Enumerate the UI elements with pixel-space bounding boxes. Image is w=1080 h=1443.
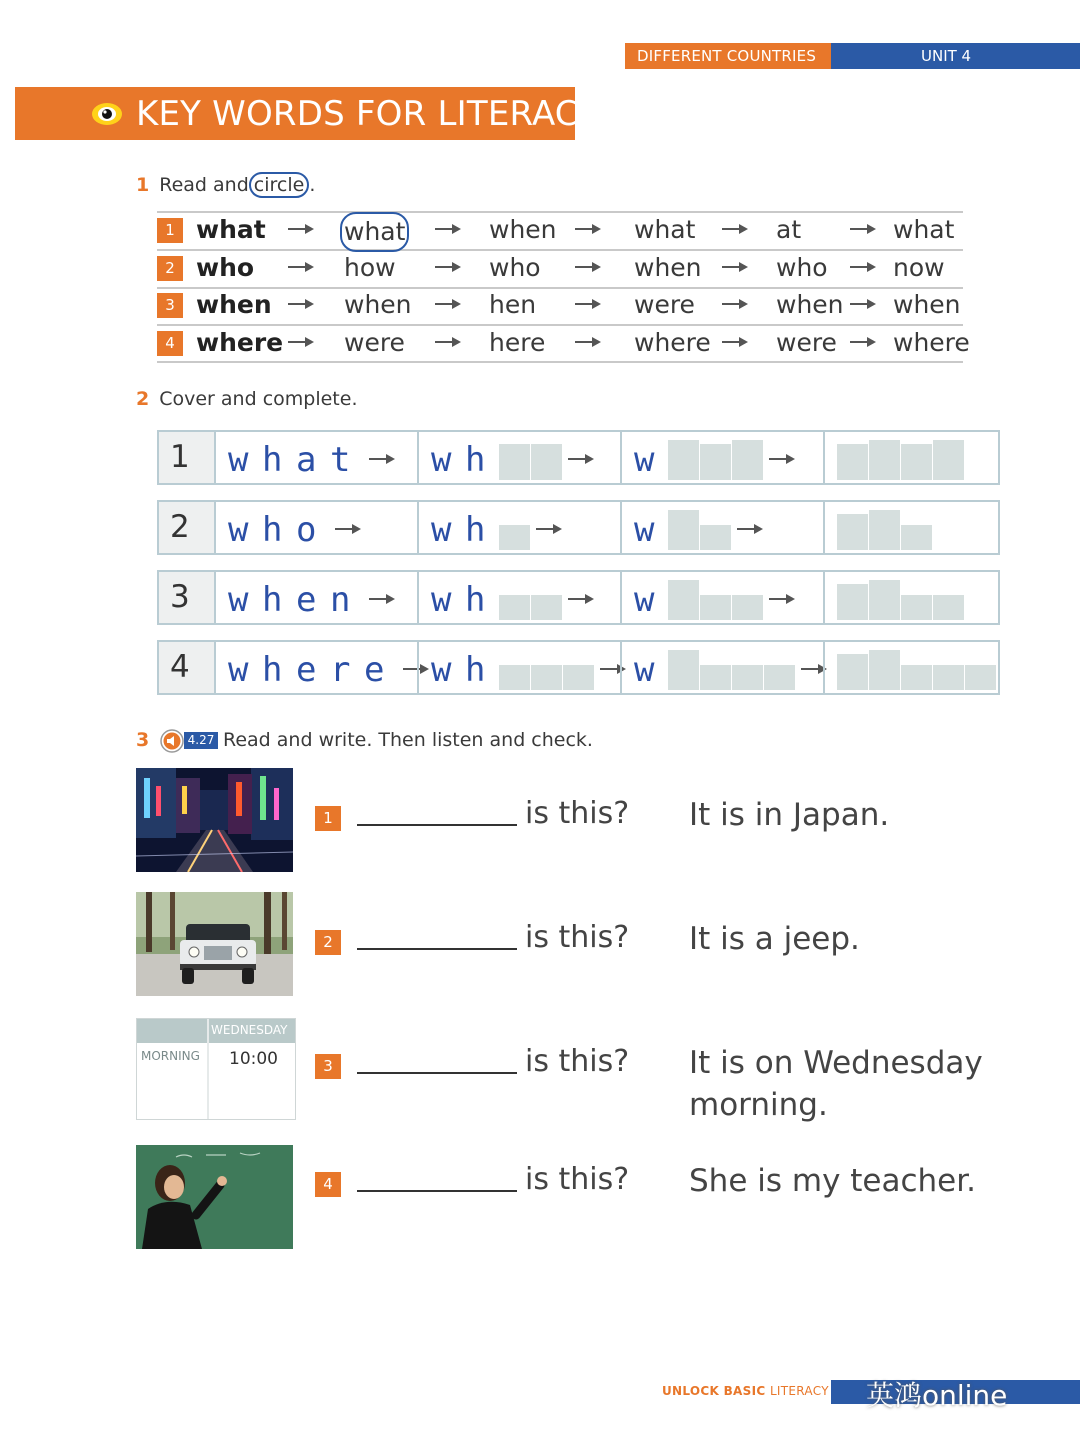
hidden-letter-box <box>933 665 964 690</box>
answer-text: She is my teacher. <box>689 1163 977 1199</box>
letter: a <box>296 440 317 480</box>
word-cell <box>214 642 417 693</box>
row-number: 3 <box>159 572 214 623</box>
word-cell <box>214 432 417 483</box>
arrow-icon <box>434 296 462 312</box>
key-word: who <box>196 253 255 282</box>
hidden-letter-box <box>901 595 932 620</box>
hidden-letter-box <box>531 595 562 620</box>
partial-cell <box>620 432 823 483</box>
letter: h <box>465 440 486 480</box>
choice-word: here <box>489 328 546 357</box>
track-number[interactable]: 4.27 <box>184 732 218 749</box>
letter: e <box>296 650 317 690</box>
letter-group <box>837 440 965 480</box>
choice-word: when <box>489 215 557 244</box>
timetable-day: WEDNESDAY <box>211 1023 288 1037</box>
question-number-badge: 2 <box>315 930 341 955</box>
partial-cell <box>417 572 620 623</box>
choice-word: were <box>776 328 837 357</box>
arrow-icon <box>721 259 749 275</box>
letter: w <box>228 440 249 480</box>
arrow-icon <box>434 334 462 350</box>
choice-word: who <box>776 253 828 282</box>
arrow-icon <box>434 259 462 275</box>
eye-icon <box>91 101 123 127</box>
hidden-letter-box <box>732 665 763 690</box>
letter: w <box>228 650 249 690</box>
page-title: KEY WORDS FOR LITERACY <box>136 94 600 134</box>
letter: t <box>330 440 351 480</box>
letter-group <box>431 510 563 550</box>
hidden-letter-box <box>531 444 562 480</box>
partial-cell <box>620 572 823 623</box>
letter: w <box>431 510 452 550</box>
word-cell <box>214 502 417 553</box>
hidden-letter-box <box>668 650 699 690</box>
watermark: 英鸿online <box>866 1379 1008 1412</box>
exercise2-number: 2 <box>136 388 150 410</box>
hidden-letter-box <box>732 440 763 480</box>
partial-cell <box>620 642 823 693</box>
word-row <box>157 212 963 248</box>
letter-group <box>634 580 796 620</box>
cover-row <box>157 500 1000 555</box>
arrow-icon <box>849 296 877 312</box>
exercise2-instruction <box>136 388 357 410</box>
letter-group <box>837 650 997 690</box>
row-number: 2 <box>159 502 214 553</box>
letter: o <box>296 510 317 550</box>
word-row <box>157 250 963 286</box>
answer-text: It is a jeep. <box>689 921 860 957</box>
arrow-icon <box>768 451 796 467</box>
cover-row <box>157 430 1000 485</box>
arrow-icon <box>535 521 563 537</box>
choice-word: when <box>893 290 961 319</box>
choice-word: were <box>344 328 405 357</box>
exercise3-number: 3 <box>136 729 150 751</box>
hidden-letter-box <box>901 525 932 550</box>
answer-blank[interactable] <box>357 948 517 950</box>
letter-group <box>228 650 430 690</box>
letter: w <box>228 510 249 550</box>
hidden-letter-box <box>499 665 530 690</box>
answer-blank[interactable] <box>357 824 517 826</box>
arrow-icon <box>721 334 749 350</box>
arrow-icon <box>574 334 602 350</box>
letter: h <box>262 580 283 620</box>
hidden-letter-box <box>668 440 699 480</box>
timetable-time: 10:00 <box>229 1049 278 1069</box>
teacher-photo <box>136 1145 293 1249</box>
arrow-icon <box>721 296 749 312</box>
arrow-icon <box>567 451 595 467</box>
letter: r <box>330 650 351 690</box>
choice-word: when <box>776 290 844 319</box>
exercise3-instruction <box>136 729 159 751</box>
letter: h <box>465 510 486 550</box>
question-text: is this? <box>525 1162 630 1197</box>
letter: w <box>634 580 655 620</box>
question-number-badge: 1 <box>315 806 341 831</box>
letter-group <box>837 510 933 550</box>
divider <box>157 361 963 363</box>
hidden-letter-box <box>499 525 530 550</box>
answer-blank[interactable] <box>357 1190 517 1192</box>
letter-group <box>431 580 595 620</box>
arrow-icon <box>287 221 315 237</box>
timetable-divider <box>207 1019 209 1119</box>
choice-word: how <box>344 253 396 282</box>
word-row <box>157 325 970 361</box>
instruction-text: Cover and complete. <box>159 388 358 410</box>
instruction-text: Read and <box>159 174 249 196</box>
letter-group <box>431 650 627 690</box>
arrow-icon <box>434 221 462 237</box>
key-word: when <box>196 290 272 319</box>
hidden-letter-box <box>869 580 900 620</box>
hidden-letter-box <box>837 654 868 690</box>
arrow-icon <box>368 591 396 607</box>
hidden-letter-box <box>901 444 932 480</box>
hidden-letter-box <box>700 595 731 620</box>
timetable-period: MORNING <box>141 1049 200 1063</box>
hidden-letter-box <box>531 665 562 690</box>
cover-row <box>157 570 1000 625</box>
letter: h <box>262 440 283 480</box>
timetable <box>136 1018 296 1120</box>
partial-cell <box>620 502 823 553</box>
arrow-icon <box>768 591 796 607</box>
choice-word: what <box>893 215 955 244</box>
choice-word: were <box>634 290 695 319</box>
question-text: is this? <box>525 920 630 955</box>
letter-group <box>228 510 362 550</box>
choice-word: who <box>489 253 541 282</box>
letter: e <box>364 650 385 690</box>
letter: w <box>431 580 452 620</box>
hidden-letter-box <box>965 665 996 690</box>
circle-word: circle <box>249 172 310 198</box>
hidden-letter-box <box>837 584 868 620</box>
choice-word: at <box>776 215 802 244</box>
letter: w <box>431 440 452 480</box>
arrow-icon <box>334 521 362 537</box>
circled-choice-word: what <box>340 212 409 252</box>
arrow-icon <box>287 334 315 350</box>
arrow-icon <box>721 221 749 237</box>
hidden-letter-box <box>499 444 530 480</box>
letter-group <box>634 440 796 480</box>
key-word: where <box>196 328 284 357</box>
question-number-badge: 4 <box>315 1172 341 1197</box>
word-row <box>157 287 963 323</box>
letter: w <box>634 440 655 480</box>
audio-icon[interactable] <box>160 729 184 753</box>
arrow-icon <box>287 259 315 275</box>
hidden-letter-box <box>764 665 795 690</box>
answer-text: It is in Japan. <box>689 797 890 833</box>
letter-group <box>634 510 764 550</box>
hidden-letter-box <box>933 440 964 480</box>
hidden-letter-box <box>563 665 594 690</box>
hidden-letter-box <box>869 440 900 480</box>
tokyo-street-photo <box>136 768 293 872</box>
blank-cell <box>823 572 998 623</box>
answer-text: It is on Wednesday morning. <box>689 1045 983 1123</box>
blank-cell <box>823 502 998 553</box>
arrow-icon <box>368 451 396 467</box>
exercise3-instruction-text: Read and write. Then listen and check. <box>223 729 593 751</box>
section-tab: DIFFERENT COUNTRIES <box>625 43 831 69</box>
blank-cell <box>823 642 998 693</box>
partial-cell <box>417 502 620 553</box>
arrow-icon <box>574 221 602 237</box>
hidden-letter-box <box>869 650 900 690</box>
letter: n <box>330 580 351 620</box>
hidden-letter-box <box>732 595 763 620</box>
arrow-icon <box>567 591 595 607</box>
hidden-letter-box <box>668 510 699 550</box>
brand-light: LITERACY <box>769 1384 829 1398</box>
hidden-letter-box <box>499 595 530 620</box>
instruction-suffix: . <box>309 174 316 196</box>
partial-cell <box>417 642 620 693</box>
row-number: 4 <box>159 642 214 693</box>
brand-logo <box>662 1384 829 1398</box>
arrow-icon <box>849 221 877 237</box>
exercise1-instruction <box>136 174 315 196</box>
arrow-icon <box>574 259 602 275</box>
letter-group <box>634 650 828 690</box>
arrow-icon <box>574 296 602 312</box>
letter: h <box>465 650 486 690</box>
letter: e <box>296 580 317 620</box>
hidden-letter-box <box>700 525 731 550</box>
hidden-letter-box <box>700 665 731 690</box>
key-word: what <box>196 215 266 244</box>
letter: h <box>465 580 486 620</box>
letter: h <box>262 650 283 690</box>
choice-word: hen <box>489 290 537 319</box>
arrow-icon <box>849 334 877 350</box>
word-cell <box>214 572 417 623</box>
jeep-photo <box>136 892 293 996</box>
letter: w <box>431 650 452 690</box>
hidden-letter-box <box>901 665 932 690</box>
blank-cell <box>823 432 998 483</box>
choice-word: what <box>634 215 696 244</box>
answer-blank[interactable] <box>357 1072 517 1074</box>
row-number-badge: 3 <box>157 293 183 318</box>
letter-group <box>837 580 965 620</box>
row-number-badge: 2 <box>157 256 183 281</box>
row-number-badge: 4 <box>157 331 183 356</box>
hidden-letter-box <box>700 444 731 480</box>
question-text: is this? <box>525 796 630 831</box>
choice-word: when <box>634 253 702 282</box>
choice-word: where <box>634 328 711 357</box>
arrow-icon <box>849 259 877 275</box>
hidden-letter-box <box>837 514 868 550</box>
hidden-letter-box <box>668 580 699 620</box>
brand-bold: UNLOCK BASIC <box>662 1384 766 1398</box>
letter: w <box>634 510 655 550</box>
letter: h <box>262 510 283 550</box>
choice-word: now <box>893 253 945 282</box>
cover-row <box>157 640 1000 695</box>
letter-group <box>228 440 396 480</box>
choice-word: when <box>344 290 412 319</box>
letter: w <box>228 580 249 620</box>
arrow-icon <box>736 521 764 537</box>
hidden-letter-box <box>933 595 964 620</box>
letter: w <box>634 650 655 690</box>
choice-word: where <box>893 328 970 357</box>
question-number-badge: 3 <box>315 1054 341 1079</box>
question-text: is this? <box>525 1044 630 1079</box>
letter-group <box>431 440 595 480</box>
row-number: 1 <box>159 432 214 483</box>
letter-group <box>228 580 396 620</box>
hidden-letter-box <box>837 444 868 480</box>
row-number-badge: 1 <box>157 218 183 243</box>
unit-tab: UNIT 4 <box>831 43 1080 69</box>
exercise1-number: 1 <box>136 174 150 196</box>
hidden-letter-box <box>869 510 900 550</box>
arrow-icon <box>287 296 315 312</box>
partial-cell <box>417 432 620 483</box>
